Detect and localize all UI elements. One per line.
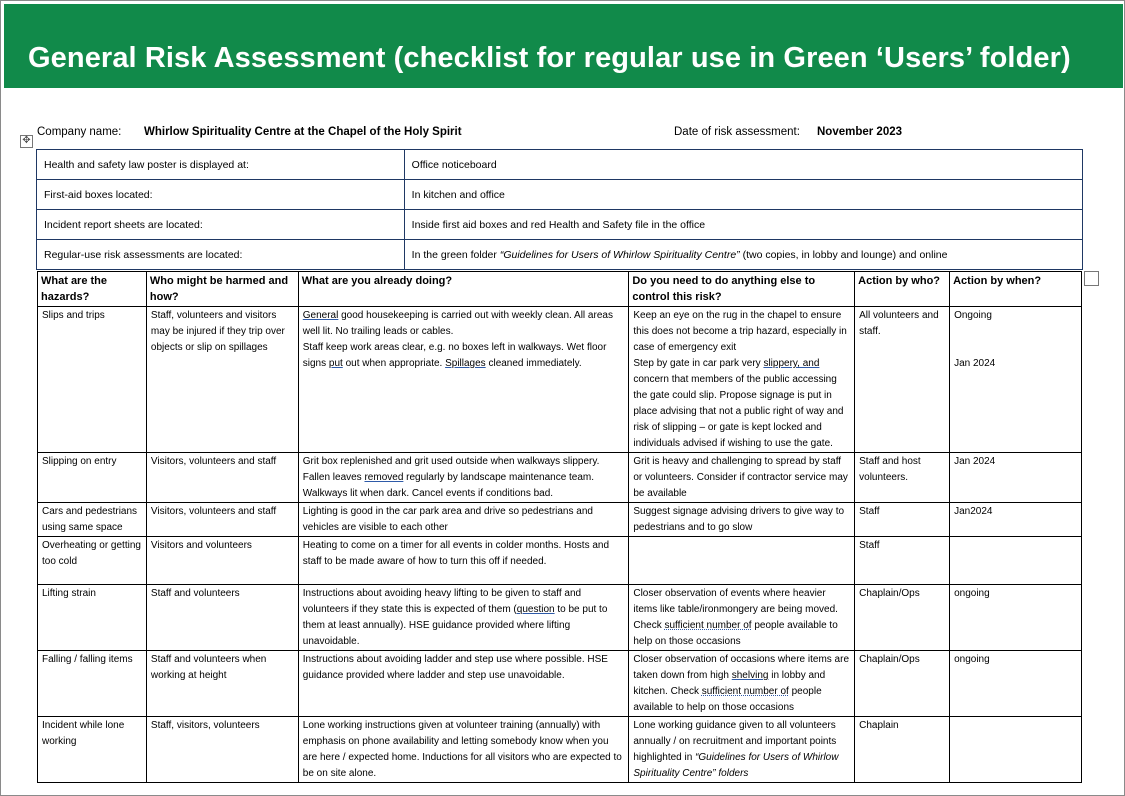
- table-row: [38, 651, 1082, 717]
- header-by-when: Action by when?: [950, 272, 1082, 307]
- table-row: [38, 585, 1082, 651]
- by-who-cell: Chaplain/Ops: [855, 651, 950, 717]
- info-label: First-aid boxes located:: [37, 180, 405, 210]
- doing-cell: Instructions about avoiding heavy lifting to be given to staff and volunteers if they state this is expected of them (question to be put to them at least annually). HSE guidance provided where lifting unavoidable.: [298, 585, 629, 651]
- risk-assessment-table: [37, 271, 1082, 783]
- title-banner: [4, 4, 1123, 88]
- hazard-cell: Incident while lone working: [38, 717, 147, 783]
- hazard-cell: Cars and pedestrians using same space: [38, 503, 147, 537]
- info-label: Regular-use risk assessments are located:: [37, 240, 405, 270]
- else-cell: [629, 537, 855, 585]
- else-cell: Closer observation of events where heavier items like table/ironmongery are being moved. Check sufficient number of people available to help on those occasions: [629, 585, 855, 651]
- by-when-cell: Ongoing Jan 2024: [950, 307, 1082, 453]
- hazard-cell: Overheating or getting too cold: [38, 537, 147, 585]
- else-cell: Keep an eye on the rug in the chapel to ensure this does not become a trip hazard, especially in case of emergency exit Step by gate in car park very slippery, and concern that members of the public accessing the gate could slip. Propose signage is put in place advising that not a public right of way and risk of slipping – or gate is kept locked and individuals advised if wishing to use the gate.: [629, 307, 855, 453]
- by-who-cell: Staff and host volunteers.: [855, 453, 950, 503]
- table-row: [38, 503, 1082, 537]
- by-when-cell: ongoing: [950, 651, 1082, 717]
- who-cell: Staff and volunteers when working at height: [146, 651, 298, 717]
- doing-cell: General good housekeeping is carried out with weekly clean. All areas well lit. No trailing leads or cables. Staff keep work areas clear, e.g. no boxes left in walkways. Wet floor signs put out when appropriate. Spillages cleaned immediately.: [298, 307, 629, 453]
- table-row: [38, 453, 1082, 503]
- by-when-cell: [950, 537, 1082, 585]
- who-cell: Staff, visitors, volunteers: [146, 717, 298, 783]
- by-who-cell: Staff: [855, 503, 950, 537]
- info-value: Inside first aid boxes and red Health and Safety file in the office: [404, 210, 1082, 240]
- doing-cell: Lone working instructions given at volunteer training (annually) with emphasis on phone availability and letting somebody know when you are here / expected home. Inductions for all visitors who are expected to be on site alone.: [298, 717, 629, 783]
- table-row: [38, 537, 1082, 585]
- else-cell: Suggest signage advising drivers to give way to pedestrians and to go slow: [629, 503, 855, 537]
- else-cell: Closer observation of occasions where items are taken down from high shelving in lobby and kitchen. Check sufficient number of people available to help on those occasions: [629, 651, 855, 717]
- info-row: [37, 180, 1083, 210]
- by-when-cell: ongoing: [950, 585, 1082, 651]
- date-value: November 2023: [817, 126, 903, 138]
- who-cell: Visitors and volunteers: [146, 537, 298, 585]
- header-hazards: What are the hazards?: [38, 272, 147, 307]
- info-label: Incident report sheets are located:: [37, 210, 405, 240]
- hazard-cell: Lifting strain: [38, 585, 147, 651]
- by-who-cell: Chaplain/Ops: [855, 585, 950, 651]
- hazard-cell: Falling / falling items: [38, 651, 147, 717]
- by-when-cell: Jan2024: [950, 503, 1082, 537]
- company-name-label: Company name:: [37, 126, 122, 138]
- table-resize-handle-icon[interactable]: [1084, 271, 1099, 286]
- info-value: In kitchen and office: [404, 180, 1082, 210]
- info-value: Office noticeboard: [404, 150, 1082, 180]
- date-label: Date of risk assessment:: [674, 126, 800, 138]
- else-cell: Grit is heavy and challenging to spread by staff or volunteers. Consider if contractor service may be available: [629, 453, 855, 503]
- doing-cell: Heating to come on a timer for all events in colder months. Hosts and staff to be made aware of how to turn this off if needed.: [298, 537, 629, 585]
- location-info-table: [36, 149, 1083, 270]
- info-row: [37, 210, 1083, 240]
- doing-cell: Lighting is good in the car park area and drive so pedestrians and vehicles are visible to each other: [298, 503, 629, 537]
- table-row: [38, 717, 1082, 783]
- header-else: Do you need to do anything else to control this risk?: [629, 272, 855, 307]
- company-name-value: Whirlow Spirituality Centre at the Chapel of the Holy Spirit: [144, 126, 462, 138]
- table-row: [38, 307, 1082, 453]
- by-who-cell: All volunteers and staff.: [855, 307, 950, 453]
- who-cell: Staff and volunteers: [146, 585, 298, 651]
- who-cell: Visitors, volunteers and staff: [146, 503, 298, 537]
- header-row: [38, 272, 1082, 307]
- info-label: Health and safety law poster is displayed at:: [37, 150, 405, 180]
- header-by-who: Action by who?: [855, 272, 950, 307]
- who-cell: Visitors, volunteers and staff: [146, 453, 298, 503]
- by-when-cell: Jan 2024: [950, 453, 1082, 503]
- table-move-handle-icon[interactable]: ✥: [20, 135, 33, 148]
- info-value: In the green folder “Guidelines for Users of Whirlow Spirituality Centre” (two copies, in lobby and lounge) and online: [404, 240, 1082, 270]
- header-who: Who might be harmed and how?: [146, 272, 298, 307]
- hazard-cell: Slips and trips: [38, 307, 147, 453]
- by-who-cell: Staff: [855, 537, 950, 585]
- page-title: General Risk Assessment (checklist for regular use in Green ‘Users’ folder): [28, 42, 1071, 74]
- doing-cell: Grit box replenished and grit used outside when walkways slippery. Fallen leaves removed regularly by landscape maintenance team. Walkways lit when dark. Cancel events if conditions bad.: [298, 453, 629, 503]
- by-when-cell: [950, 717, 1082, 783]
- doing-cell: Instructions about avoiding ladder and step use where possible. HSE guidance provided where ladder and step use unavoidable.: [298, 651, 629, 717]
- by-who-cell: Chaplain: [855, 717, 950, 783]
- info-row: [37, 150, 1083, 180]
- else-cell: Lone working guidance given to all volunteers annually / on recruitment and important points highlighted in “Guidelines for Users of Whirlow Spirituality Centre” folders: [629, 717, 855, 783]
- who-cell: Staff, volunteers and visitors may be injured if they trip over objects or slip on spillages: [146, 307, 298, 453]
- info-row: [37, 240, 1083, 270]
- header-doing: What are you already doing?: [298, 272, 629, 307]
- hazard-cell: Slipping on entry: [38, 453, 147, 503]
